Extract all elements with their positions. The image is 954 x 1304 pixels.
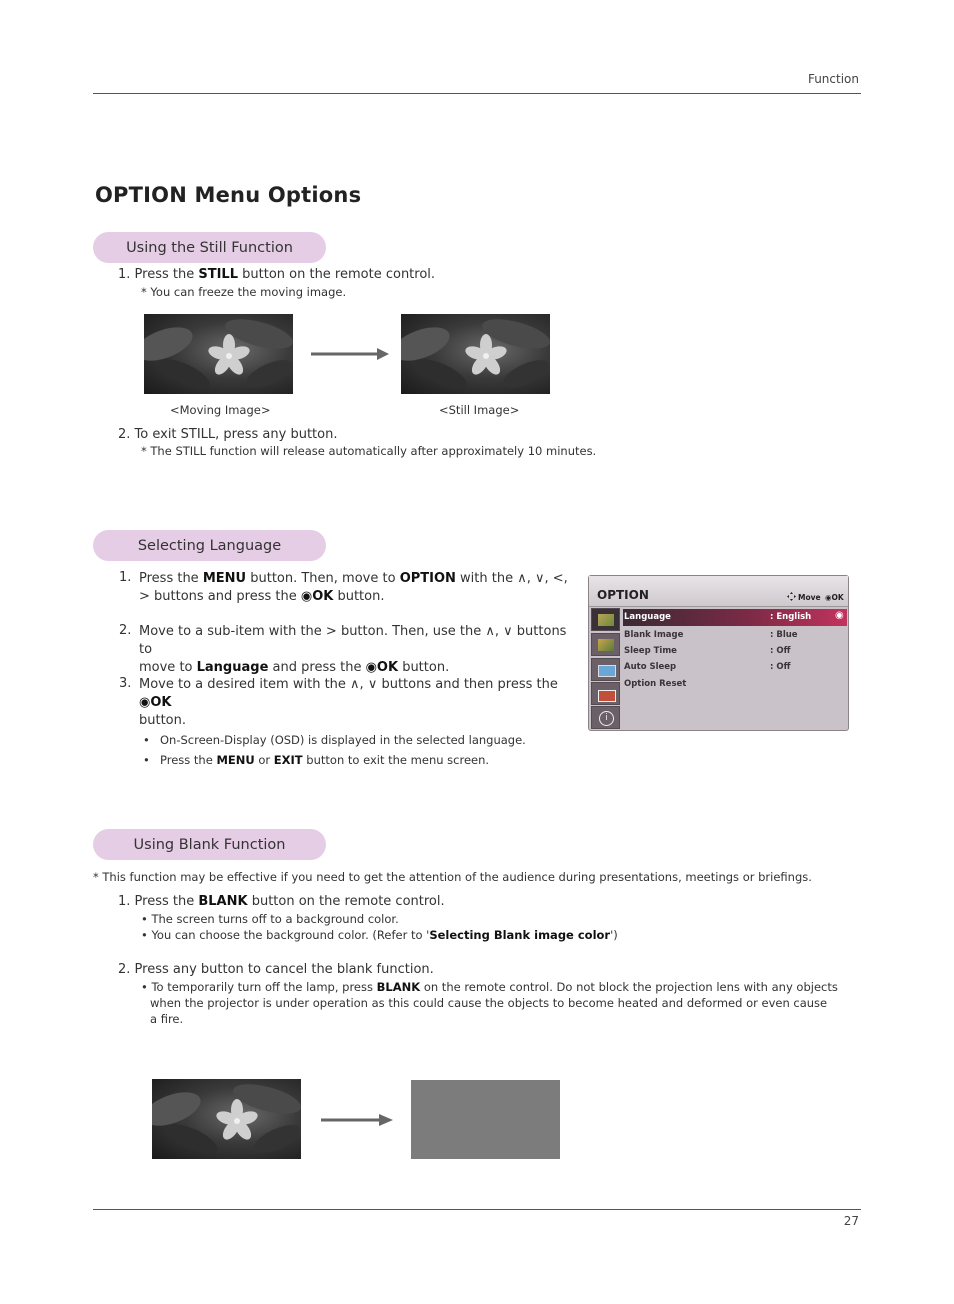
blank-bullet3-key: BLANK [376, 980, 421, 994]
moving-image [144, 314, 293, 394]
info-icon: i [591, 706, 620, 729]
lang-bullet2-exit-key: EXIT [273, 753, 303, 767]
lang-step2 [139, 623, 579, 677]
osd-row-value: : Off [770, 646, 791, 656]
lang-bullet2-text-c: button to exit the menu screen. [302, 753, 490, 767]
right-arrow-icon [311, 347, 391, 361]
osd-row-label: Blank Image [624, 630, 684, 640]
blank-bullet3-text-b: on the remote control. Do not block the projection lens with any objects [420, 980, 838, 994]
header-section-label: Function [807, 72, 859, 86]
lang-step2-text-c: and press the [268, 660, 366, 675]
caption-still-image: <Still Image> [439, 403, 520, 417]
still-note2: * The STILL function will release automatically after approximately 10 minutes. [141, 444, 597, 458]
osd-sidebar [591, 608, 620, 730]
footer-rule [93, 1209, 861, 1210]
still-step1-text: 1. Press the [118, 267, 199, 282]
lang-step3-text: Move to a desired item with the ∧, ∨ buttons and then press the [139, 677, 558, 692]
blank-screen-image [411, 1080, 560, 1159]
lang-step1-num: 1. [119, 570, 132, 585]
still-note1: * You can freeze the moving image. [141, 285, 347, 299]
lang-bullet2-dot: • [143, 753, 150, 767]
blank-step1-key: BLANK [198, 894, 248, 909]
osd-row-value: : Off [770, 662, 791, 672]
osd-selected-marker: ◉ [835, 610, 844, 621]
blank-step1-text: 1. Press the [118, 894, 199, 909]
osd-row-label: Auto Sleep [624, 662, 677, 672]
osd-row-value: : Blue [770, 630, 798, 640]
lang-bullet2-text-b: or [254, 753, 274, 767]
osd-row-label: Option Reset [624, 679, 687, 689]
still-image [401, 314, 550, 394]
blank-bullet2-text-end: ') [610, 928, 618, 942]
flower-image-icon [401, 314, 550, 394]
blank-bullet2-ref: Selecting Blank image color [429, 928, 611, 942]
picture-icon [591, 608, 620, 631]
lang-step2-num: 2. [119, 623, 132, 638]
blank-bullet1: • The screen turns off to a background color. [141, 912, 399, 926]
header-rule [93, 93, 861, 94]
osd-row-value: : English [770, 612, 812, 622]
osd-row-option-reset [623, 676, 847, 692]
blank-bullet3-text: • To temporarily turn off the lamp, press [141, 980, 377, 994]
osd-option-menu [588, 575, 849, 731]
lang-step3 [139, 676, 584, 730]
blank-bullet3-text-d: a fire. [150, 1012, 184, 1026]
lang-step1-ok-key: ◉OK [300, 589, 334, 604]
osd-row-language [623, 609, 847, 626]
normal-image [152, 1079, 301, 1159]
lang-step1 [139, 570, 579, 606]
osd-row-sleep-time [623, 643, 847, 659]
move-arrows-icon [787, 592, 796, 601]
page-number: 27 [843, 1214, 859, 1228]
lang-step1-text-e: button. [333, 589, 385, 604]
lang-step3-text-b: button. [139, 713, 187, 728]
blank-bullet3 [141, 979, 861, 1027]
lang-step1-text: Press the [139, 571, 203, 586]
blank-step1 [118, 894, 445, 909]
still-step1 [118, 267, 435, 282]
still-step1-text-end: button on the remote control. [238, 267, 436, 282]
osd-hint-ok: ◉OK [825, 593, 844, 602]
lang-step2-language-key: Language [196, 660, 269, 675]
still-step2: 2. To exit STILL, press any button. [118, 427, 338, 442]
option-toolbox-icon [591, 682, 620, 705]
screen-icon [591, 658, 620, 681]
lang-step1-text-b: button. Then, move to [246, 571, 400, 586]
lang-step2-text-b: move to [139, 660, 197, 675]
right-arrow-icon [321, 1113, 401, 1127]
osd-hint-move: Move [798, 593, 821, 602]
flower-image-icon [152, 1079, 301, 1159]
blank-step2: 2. Press any button to cancel the blank function. [118, 962, 434, 977]
osd-header [589, 576, 848, 607]
lang-step3-num: 3. [119, 676, 132, 691]
lang-step3-ok-key: ◉OK [139, 695, 172, 710]
lang-step1-menu-key: MENU [202, 571, 247, 586]
section-pill-language: Selecting Language [93, 530, 326, 561]
still-step1-key: STILL [198, 267, 238, 282]
blank-bullet2 [141, 928, 618, 942]
lang-step1-option-key: OPTION [399, 571, 456, 586]
flower-image-icon [144, 314, 293, 394]
section-pill-still: Using the Still Function [93, 232, 326, 263]
lang-step1-text-d: > buttons and press the [139, 589, 301, 604]
lang-bullet2-menu-key: MENU [216, 753, 255, 767]
lang-step2-text: Move to a sub-item with the > button. Then, use the ∧, ∨ buttons to [139, 624, 567, 657]
page-title: OPTION Menu Options [95, 183, 362, 207]
lang-bullet1-dot: • [143, 733, 150, 747]
lang-bullet2-text: Press the [160, 753, 217, 767]
osd-row-label: Language [624, 612, 671, 622]
lang-bullet1: On-Screen-Display (OSD) is displayed in the selected language. [160, 733, 526, 747]
lang-step1-text-c: with the ∧, ∨, <, [455, 571, 568, 586]
blank-step1-text-end: button on the remote control. [247, 894, 445, 909]
osd-row-auto-sleep [623, 659, 847, 675]
lang-step2-text-d: button. [398, 660, 450, 675]
osd-row-label: Sleep Time [624, 646, 677, 656]
lang-bullet2 [160, 753, 489, 767]
lang-step2-ok-key: ◉OK [365, 660, 399, 675]
section-pill-blank: Using Blank Function [93, 829, 326, 860]
osd-title: OPTION [597, 588, 649, 602]
picture-settings-icon [591, 633, 620, 656]
caption-moving-image: <Moving Image> [170, 403, 271, 417]
blank-bullet2-text: • You can choose the background color. (Refer to ' [141, 928, 430, 942]
blank-intro: * This function may be effective if you need to get the attention of the audience during presentations, meetings or briefings. [93, 870, 812, 884]
osd-row-blank-image [623, 627, 847, 643]
blank-bullet3-text-c: when the projector is under operation as this could cause the objects to become heated and deformed or even cause [150, 996, 828, 1010]
